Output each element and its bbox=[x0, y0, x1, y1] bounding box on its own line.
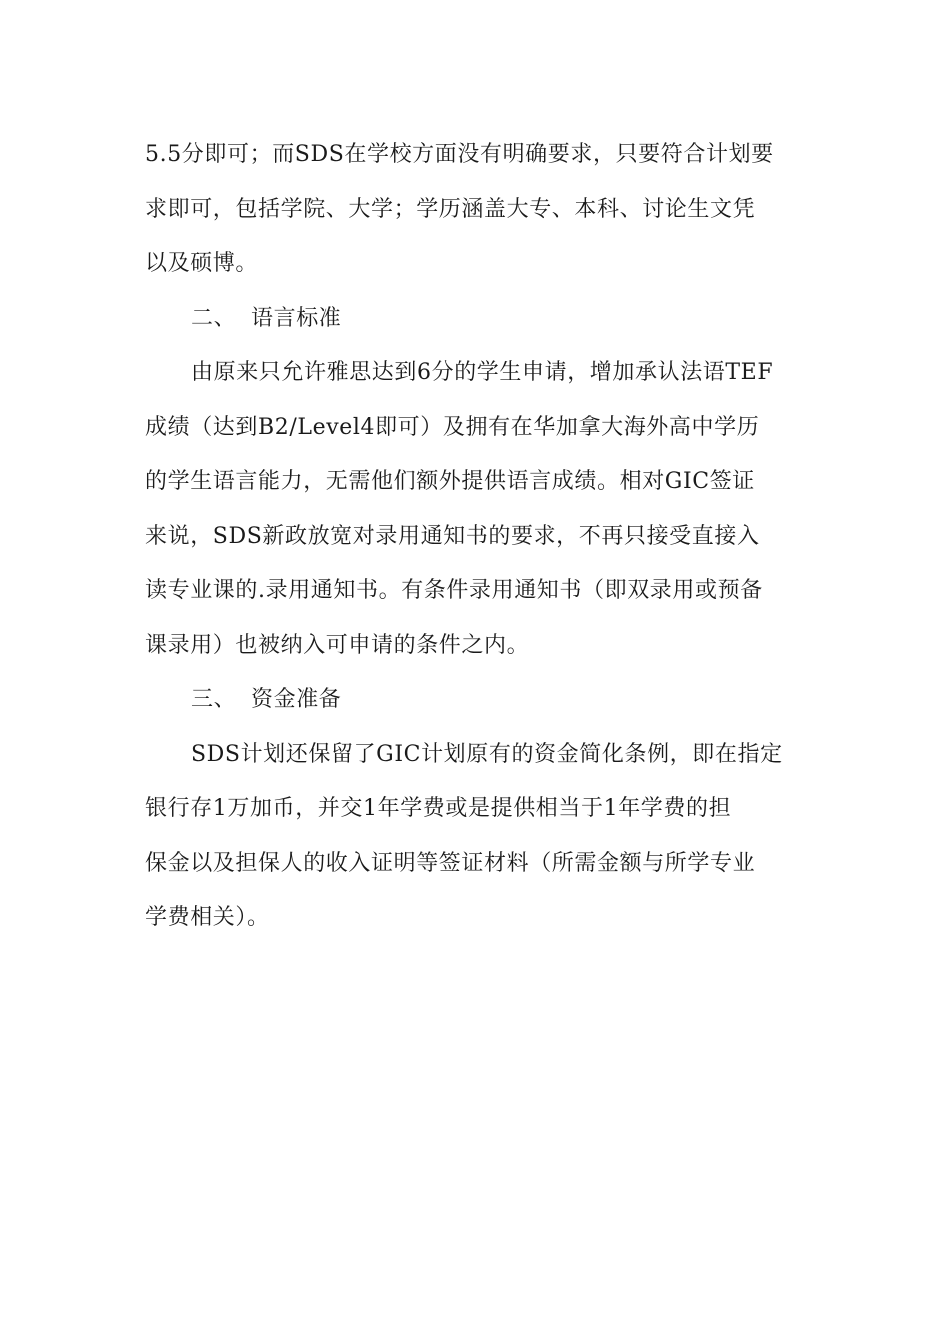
paragraph-3-line-4: 学费相关）。 bbox=[145, 905, 270, 930]
document-body bbox=[145, 128, 810, 946]
paragraph-2-line-3: 的学生语言能力，无需他们额外提供语言成绩。相对GIC签证 bbox=[145, 469, 755, 494]
section-number: 二、 bbox=[191, 305, 237, 331]
section-title: 资金准备 bbox=[251, 687, 342, 712]
paragraph-3-line-1: SDS计划还保留了GIC计划原有的资金简化条例，即在指定 bbox=[191, 741, 783, 767]
paragraph-1-line-3: 以及硕博。 bbox=[145, 251, 259, 276]
paragraph-3-line-2: 银行存1万加币，并交1年学费或是提供相当于1年学费的担 bbox=[145, 796, 732, 821]
paragraph-2-line-2: 成绩（达到B2/Level4即可）及拥有在华加拿大海外高中学历 bbox=[145, 414, 760, 440]
paragraph-2-line-1: 由原来只允许雅思达到6分的学生申请，增加承认法语TEF bbox=[191, 360, 774, 385]
paragraph-2-line-6: 课录用）也被纳入可申请的条件之内。 bbox=[145, 632, 530, 658]
paragraph-3-line-3: 保金以及担保人的收入证明等签证材料（所需金额与所学专业 bbox=[145, 850, 756, 876]
paragraph-2-line-4: 来说，SDS新政放宽对录用通知书的要求，不再只接受直接入 bbox=[145, 523, 760, 549]
paragraph-2-line-5: 读专业课的.录用通知书。有条件录用通知书（即双录用或预备 bbox=[145, 578, 763, 603]
section-title: 语言标准 bbox=[251, 305, 342, 331]
paragraph-1-line-1: 5.5分即可；而SDS在学校方面没有明确要求，只要符合计划要 bbox=[145, 142, 774, 167]
section-number: 三、 bbox=[191, 687, 237, 712]
section-heading-language bbox=[145, 292, 810, 347]
section-heading-funds bbox=[145, 673, 810, 728]
paragraph-1-line-2: 求即可，包括学院、大学；学历涵盖大专、本科、讨论生文凭 bbox=[145, 196, 756, 222]
